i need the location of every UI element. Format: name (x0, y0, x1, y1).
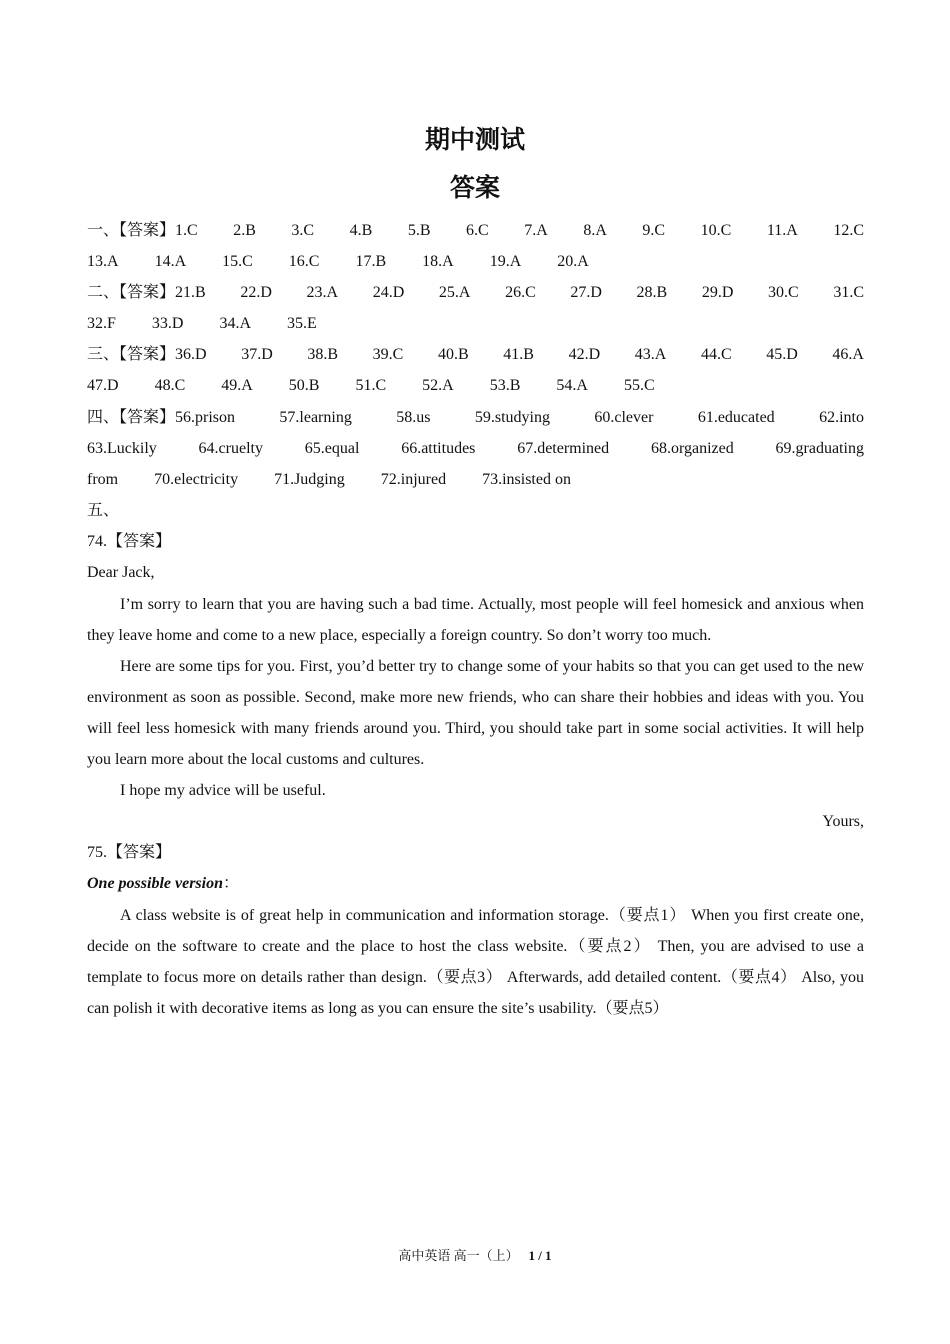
answer-item: 20.A (557, 253, 589, 270)
answer-item: 44.C (700, 346, 732, 363)
answer-item: 30.C (768, 284, 799, 301)
answer-item: 60.clever (594, 409, 654, 426)
answer-item: 34.A (219, 315, 252, 332)
answer-item: 26.C (505, 284, 536, 301)
answer-item: 71.Judging (274, 471, 345, 488)
page-footer (0, 1247, 950, 1265)
answer-item: 51.C (355, 377, 387, 394)
section4-row2 (87, 438, 864, 460)
letter-greeting: Dear Jack, (87, 564, 155, 581)
answer-item: 25.A (438, 284, 471, 301)
answer-item: from (87, 471, 119, 488)
answer-item: 13.A (87, 253, 119, 270)
section5-label: 五、 (87, 502, 120, 519)
answer-item: 65.equal (304, 440, 360, 457)
answer-item: 38.B (307, 346, 339, 363)
answer-item: 42.D (568, 346, 601, 363)
section3-row2 (87, 375, 864, 397)
answer-item: 4.B (349, 222, 373, 239)
answer-item: 64.cruelty (198, 440, 263, 457)
answer-item: 12.C (833, 222, 864, 239)
answer-item: 31.C (833, 284, 864, 301)
section2-row2 (87, 313, 864, 335)
answer-item: 73.insisted on (482, 471, 571, 488)
answer-item: 16.C (288, 253, 320, 270)
section4-row1 (87, 407, 864, 429)
answer-item: 52.A (422, 377, 454, 394)
answer-item: 53.B (489, 377, 521, 394)
footer-text: 高中英语 高一（上） (398, 1248, 519, 1263)
answer-item: 54.A (556, 377, 588, 394)
answer-item: 43.A (634, 346, 667, 363)
letter-paragraph-1: I’m sorry to learn that you are having such a bad time. Actually, most people will feel homesick and anxious when they leave home and come to a new place, especially a foreign country. So don’t worry too much. (87, 596, 864, 644)
answer-item: 10.C (700, 222, 732, 239)
answer-item: 5.B (407, 222, 431, 239)
section2-row1 (87, 282, 864, 304)
answer-item: 40.B (437, 346, 469, 363)
answer-item: 63.Luckily (87, 440, 157, 457)
answer-item: 28.B (636, 284, 668, 301)
answer-item: 3.C (291, 222, 315, 239)
section4-row3 (87, 469, 864, 491)
answer-item: 67.determined (517, 440, 610, 457)
answer-item: 2.B (233, 222, 256, 239)
answer-item: 55.C (623, 377, 655, 394)
answer-item: 46.A (832, 346, 864, 363)
section1-row1 (87, 220, 864, 242)
answer-item: 35.E (287, 315, 317, 332)
section3-row1 (87, 344, 864, 366)
answer-item: 47.D (87, 377, 119, 394)
section1-row2 (87, 251, 864, 273)
answer-item: 32.F (87, 315, 116, 332)
answer-item: 29.D (701, 284, 734, 301)
answer-item: 37.D (241, 346, 273, 363)
answer-item: 23.A (306, 284, 339, 301)
answer-item: 72.injured (380, 471, 447, 488)
answer-item: 8.A (583, 222, 607, 239)
answer-item: 48.C (154, 377, 186, 394)
answer-item: 7.A (524, 222, 548, 239)
answer-item: 18.A (422, 253, 454, 270)
answer-item: 22.D (240, 284, 272, 301)
answer-item: 14.A (154, 253, 187, 270)
answer-item: 6.C (466, 222, 489, 239)
answer-item: 41.B (503, 346, 534, 363)
answer-item: 24.D (372, 284, 405, 301)
answer-item: 49.A (221, 377, 253, 394)
answer-item: 61.educated (697, 409, 775, 426)
answer-item: 四、【答案】56.prison (87, 409, 236, 426)
letter-paragraph-2: Here are some tips for you. First, you’d better try to change some of your habits so that you can get used to the new environment as soon as possible. Second, make more new friends, who can share their hobbies and ideas with you. You will feel less homesick with many friends around you. Third, you should take part in some social activities. It will help you learn more about the local customs and cultures. (87, 658, 864, 768)
answer-item: 58.us (396, 409, 431, 426)
q74-label: 74.【答案】 (87, 533, 172, 550)
version-colon: ： (223, 875, 240, 892)
answer-item: 62.into (819, 409, 864, 426)
answer-item: 15.C (222, 253, 253, 270)
answer-item: 9.C (642, 222, 666, 239)
answer-item: 39.C (372, 346, 404, 363)
answer-item: 33.D (151, 315, 184, 332)
answer-item: 27.D (570, 284, 602, 301)
answer-item: 19.A (489, 253, 522, 270)
answer-item: 45.D (766, 346, 798, 363)
answer-item: 69.graduating (775, 440, 864, 457)
letter-closing: Yours, (822, 813, 864, 830)
answer-item: 二、【答案】21.B (87, 284, 206, 301)
letter-paragraph-3: I hope my advice will be useful. (120, 782, 326, 799)
version-label: One possible version (87, 875, 223, 892)
answer-item: 68.organized (650, 440, 734, 457)
answer-item: 17.B (355, 253, 387, 270)
footer-page-number: 1 / 1 (528, 1248, 552, 1263)
answer-item: 70.electricity (154, 471, 239, 488)
version-heading (87, 873, 864, 895)
answer-item: 11.A (766, 222, 798, 239)
page-subtitle: 答案 (449, 175, 500, 202)
answer-item: 50.B (288, 377, 320, 394)
answer-item: 66.attitudes (401, 440, 476, 457)
answer-item: 57.learning (279, 409, 352, 426)
answer-item: 59.studying (474, 409, 550, 426)
answer-item: 三、【答案】36.D (87, 346, 207, 363)
q75-label: 75.【答案】 (87, 844, 172, 861)
answer-item: 一、【答案】1.C (87, 222, 198, 239)
page-title: 期中测试 (424, 127, 525, 154)
essay-paragraph: A class website is of great help in communication and information storage.（要点1） When you first create one, decide on the software to create and the place to host the class website.（要点2） Then, you are advised to use a template to focus more on details rather than design.（要点3） Afterwards, add detailed content.（要点4） Also, you can polish it with decorative items as long as you can ensure the site’s usability.（要点5） (87, 907, 864, 1017)
